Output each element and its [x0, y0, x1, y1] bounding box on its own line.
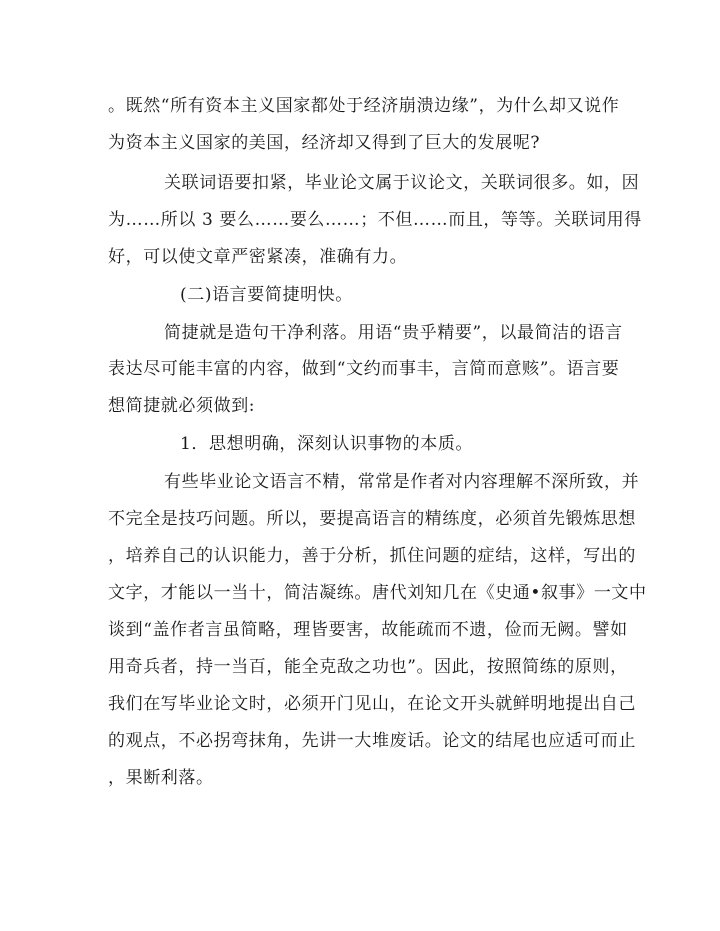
text-line: 谈到“盖作者言虽简略，理皆要害，故能疏而不遗，俭而无阙。譬如: [108, 620, 628, 640]
paragraph-first-line: 关联词语要扣紧，毕业论文属于议论文，关联词很多。如，因: [164, 173, 640, 193]
paragraph-first-line: 简捷就是造句干净利落。用语“贵乎精要”，以最简洁的语言: [164, 323, 623, 343]
numbered-subheading: 1．思想明确，深刻认识事物的本质。: [180, 434, 474, 454]
text-line: 用奇兵者，持一当百，能全克敌之功也”。因此，按照简练的原则，: [108, 657, 628, 677]
text-line: ，果断利落。: [108, 768, 214, 788]
section-heading: (二)语言要简捷明快。: [180, 285, 353, 305]
text-line: 文字，才能以一当十，简洁凝练。唐代刘知几在《史通•叙事》一文中: [108, 583, 647, 603]
text-line: 为资本主义国家的美国，经济却又得到了巨大的发展呢?: [108, 133, 541, 153]
text-line: 想简捷就必须做到:: [108, 396, 256, 416]
text-line: 好，可以使文章严密紧凑，准确有力。: [108, 247, 408, 267]
text-line: 为……所以 3 要么……要么……；不但……而且，等等。关联词用得: [108, 210, 642, 230]
text-line: 。既然“所有资本主义国家都处于经济崩溃边缘”，为什么却又说作: [108, 96, 620, 116]
paragraph-first-line: 有些毕业论文语言不精，常常是作者对内容理解不深所致，并: [164, 472, 640, 492]
text-line: 我们在写毕业论文时，必须开门见山，在论文开头就鲜明地提出自己: [108, 694, 636, 714]
text-line: 表达尽可能丰富的内容，做到“文约而事丰，言简而意赅”。语言要: [108, 359, 620, 379]
text-line: 的观点，不必拐弯抹角，先讲一大堆废话。论文的结尾也应适可而止: [108, 731, 636, 751]
text-line: ，培养自己的认识能力，善于分析，抓住问题的症结，这样，写出的: [108, 546, 636, 566]
text-line: 不完全是技巧问题。所以，要提高语言的精练度，必须首先锻炼思想: [108, 509, 636, 529]
